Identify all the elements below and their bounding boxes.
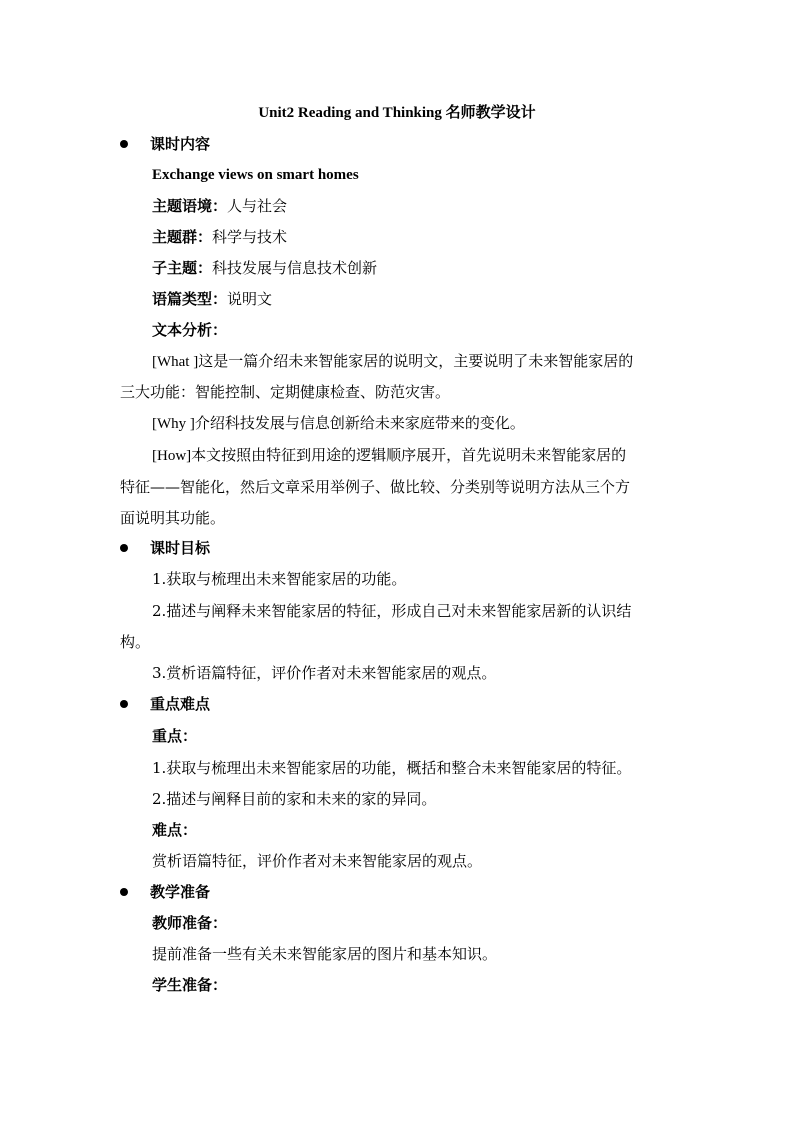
bullet-icon (120, 888, 128, 896)
section-heading-lesson-goals: 课时目标 (120, 537, 210, 559)
why-paragraph: [Why ]介绍科技发展与信息创新给未来家庭带来的变化。 (152, 414, 525, 432)
bullet-icon (120, 544, 128, 552)
key-point-1: 1.获取与梳理出未来智能家居的功能，概括和整合未来智能家居的特征。 (152, 759, 632, 777)
theme-line: 主题语境：人与社会 (152, 197, 288, 215)
genre-line: 语篇类型：说明文 (152, 290, 273, 308)
section-heading-lesson-content: 课时内容 (120, 133, 210, 155)
teacher-prep-text: 提前准备一些有关未来智能家居的图片和基本知识。 (152, 945, 498, 963)
how-paragraph-line-1: [How]本文按照由特征到用途的逻辑顺序展开，首先说明未来智能家居的 (152, 446, 627, 464)
bullet-icon (120, 140, 128, 148)
difficult-points-label: 难点： (152, 821, 198, 839)
goal-2-line-2: 构。 (120, 633, 151, 651)
topic-english: Exchange views on smart homes (152, 167, 359, 183)
theme-group-line: 主题群：科学与技术 (152, 228, 288, 246)
sub-theme-line: 子主题：科技发展与信息技术创新 (152, 259, 378, 277)
bullet-icon (120, 700, 128, 708)
student-prep-label: 学生准备： (152, 976, 228, 994)
document-title: Unit2 Reading and Thinking 名师教学设计 (258, 105, 536, 121)
goal-2-line-1: 2.描述与阐释未来智能家居的特征，形成自己对未来智能家居新的认识结 (152, 602, 632, 620)
key-points-label: 重点： (152, 727, 198, 745)
section-heading-key-difficult: 重点难点 (120, 693, 210, 715)
goal-3: 3.赏析语篇特征，评价作者对未来智能家居的观点。 (152, 664, 497, 682)
how-paragraph-line-2: 特征——智能化，然后文章采用举例子、做比较、分类别等说明方法从三个方 (120, 478, 631, 496)
analysis-label: 文本分析： (152, 321, 228, 339)
teacher-prep-label: 教师准备： (152, 914, 228, 932)
difficult-point-1: 赏析语篇特征，评价作者对未来智能家居的观点。 (152, 852, 483, 870)
key-point-2: 2.描述与阐释目前的家和未来的家的异同。 (152, 790, 437, 808)
section-heading-preparation: 教学准备 (120, 881, 210, 903)
what-paragraph-line-2: 三大功能：智能控制、定期健康检查、防范灾害。 (120, 383, 451, 401)
how-paragraph-line-3: 面说明其功能。 (120, 509, 226, 527)
goal-1: 1.获取与梳理出未来智能家居的功能。 (152, 570, 407, 588)
what-paragraph-line-1: [What ]这是一篇介绍未来智能家居的说明文，主要说明了未来智能家居的 (152, 352, 634, 370)
